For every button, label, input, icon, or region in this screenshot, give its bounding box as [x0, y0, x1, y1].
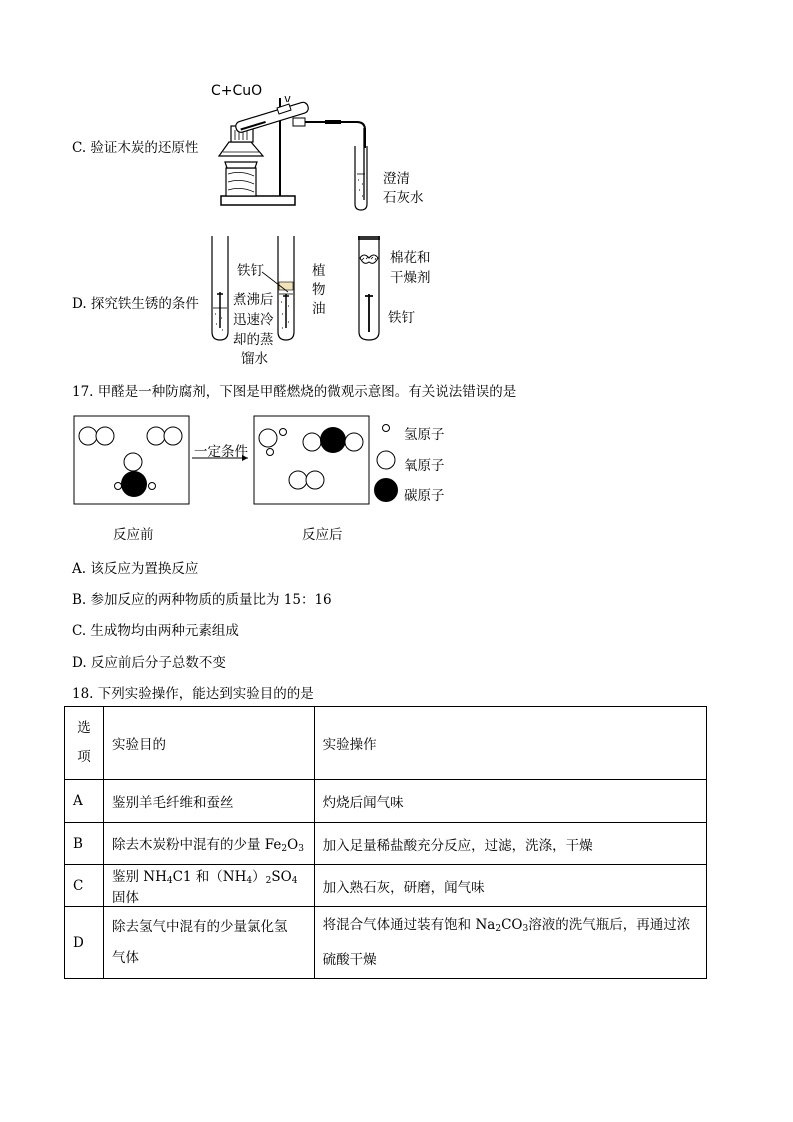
header-option	[65, 707, 104, 780]
row-d-option: D	[65, 907, 104, 979]
row-c-option: C	[65, 865, 104, 907]
option-d-label: D. 探究铁生锈的条件	[72, 296, 199, 312]
row-d-aim: 除去氢气中混有的少量氯化氢 气体	[103, 907, 314, 979]
arrow-condition: 一定条件	[194, 444, 248, 460]
reactant-label: C+CuO	[211, 83, 263, 99]
carbon-reduction-apparatus	[205, 96, 385, 214]
row-b-option: B	[65, 823, 104, 865]
oil-label-1: 植	[312, 263, 326, 279]
q17-option-d: D. 反应前后分子总数不变	[72, 655, 226, 671]
header-aim: 实验目的	[103, 707, 314, 780]
q17-option-b: B. 参加反应的两种物质的质量比为 15：16	[72, 592, 332, 608]
header-option-1: 选	[77, 720, 91, 736]
header-op: 实验操作	[314, 707, 706, 780]
table-header-row	[65, 707, 707, 780]
table-row	[65, 907, 707, 979]
nail-label-1: 铁钉	[237, 263, 264, 279]
header-option-2: 项	[77, 749, 91, 765]
q17-option-a: A. 该反应为置换反应	[72, 561, 199, 577]
table-row	[65, 823, 707, 865]
row-b-op: 加入足量稀盐酸充分反应，过滤，洗涤，干燥	[314, 823, 706, 865]
nail-label-2: 铁钉	[388, 310, 415, 326]
row-d-op: 将混合气体通过装有饱和 $Na_2CO_3$溶液的洗气瓶后，再通过浓 硫酸干燥	[314, 907, 706, 979]
legend-carbon: 碳原子	[404, 488, 445, 504]
q17-stem: 17. 甲醛是一种防腐剂，下图是甲醛燃烧的微观示意图。有关说法错误的是	[72, 384, 517, 400]
row-c-aim: 鉴别 $NH_4C1$ 和$(NH_4)_2SO_4$固体	[103, 865, 314, 907]
legend-hydrogen: 氢原子	[404, 427, 445, 443]
row-b-aim: 除去木炭粉中混有的少量 $Fe_2O_3$	[103, 823, 314, 865]
water-label-3: 却的蒸	[233, 332, 274, 348]
row-a-op: 灼烧后闻气味	[314, 780, 706, 823]
row-a-option: A	[65, 780, 104, 823]
table-row	[65, 780, 707, 823]
reaction-diagram	[72, 412, 452, 512]
label-after: 反应后	[302, 527, 343, 543]
cotton-label-2: 干燥剂	[390, 270, 431, 286]
row-c-op: 加入熟石灰，研磨，闻气味	[314, 865, 706, 907]
limewater-label-2: 石灰水	[383, 190, 424, 206]
table-row	[65, 865, 707, 907]
q18-options-table	[64, 706, 707, 979]
q17-option-c: C. 生成物均由两种元素组成	[72, 623, 239, 639]
oil-label-3: 油	[312, 301, 326, 317]
water-label-1: 煮沸后	[233, 292, 274, 308]
q18-stem: 18. 下列实验操作，能达到实验目的的是	[72, 686, 314, 702]
option-c-label: C. 验证木炭的还原性	[72, 140, 199, 156]
water-label-4: 馏水	[241, 351, 268, 367]
cotton-label-1: 棉花和	[390, 250, 431, 266]
oil-label-2: 物	[312, 282, 326, 298]
limewater-label-1: 澄清	[383, 171, 410, 187]
row-a-aim: 鉴别羊毛纤维和蚕丝	[103, 780, 314, 823]
legend-oxygen: 氧原子	[404, 458, 445, 474]
water-label-2: 迅速冷	[233, 312, 274, 328]
label-before: 反应前	[113, 527, 154, 543]
